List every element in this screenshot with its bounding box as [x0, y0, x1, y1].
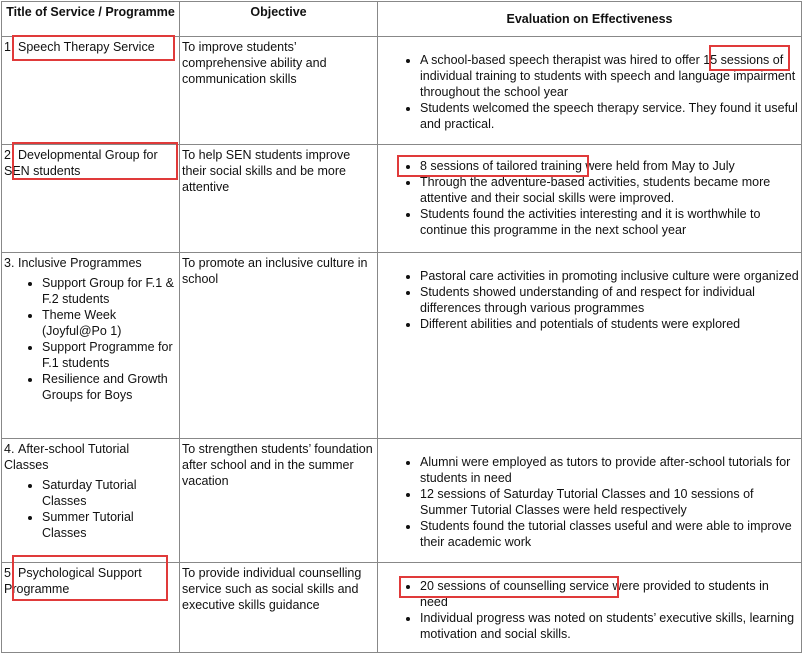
highlight-box-speech-therapy [12, 35, 175, 61]
list-item: • Support Group for F.1 & F.2 students [42, 275, 177, 307]
list-item: • Resilience and Growth Groups for Boys [42, 371, 177, 403]
table-row [2, 439, 802, 563]
programme-title: Speech Therapy Service [18, 40, 155, 54]
list-item: • Different abilities and potentials of students were explored [420, 316, 799, 332]
objective-cell: To provide individual counselling service such as social skills and executive skills guidance [180, 563, 378, 653]
list-item: • Theme Week (Joyful@Po 1) [42, 307, 177, 339]
row-number: 4. [4, 442, 15, 456]
highlight-box-psychological-support [12, 555, 168, 601]
list-item: • Alumni were employed as tutors to provide after-school tutorials for students in need [420, 454, 799, 486]
highlight-box-15-sessions [709, 45, 790, 71]
list-item: • Summer Tutorial Classes [42, 509, 177, 541]
header-objective: Objective [180, 2, 378, 37]
row-number: 2. [4, 148, 15, 162]
objective-cell: To improve students’ comprehensive ability and communication skills [180, 37, 378, 145]
programme-title: Inclusive Programmes [18, 256, 142, 270]
list-item: • A school-based speech therapist was hired to offer 15 sessions of individual training to students with speech and language impairment throughout the school year [420, 52, 799, 100]
list-item: • Pastoral care activities in promoting inclusive culture were organized [420, 268, 799, 284]
header-title: Title of Service / Programme [2, 2, 180, 37]
list-item: • 12 sessions of Saturday Tutorial Classes and 10 sessions of Summer Tutorial Classes were held respectively [420, 486, 799, 518]
title-cell [2, 253, 180, 439]
evaluation-cell [378, 439, 802, 563]
list-item: • Students showed understanding of and respect for individual differences through various programmes [420, 284, 799, 316]
list-item: • Support Programme for F.1 students [42, 339, 177, 371]
header-evaluation: Evaluation on Effectiveness [378, 2, 802, 37]
highlight-box-20-sessions [399, 576, 619, 598]
list-item: • Through the adventure-based activities, students became more attentive and their social skills were improved. [420, 174, 799, 206]
evaluation-list [380, 454, 799, 550]
list-item: • Saturday Tutorial Classes [42, 477, 177, 509]
row-number: 5. [4, 566, 15, 580]
list-item: • Students welcomed the speech therapy service. They found it useful and practical. [420, 100, 799, 132]
evaluation-cell [378, 253, 802, 439]
list-item: • 20 sessions of counselling service were provided to students in need [420, 578, 799, 610]
evaluation-list [380, 268, 799, 332]
row-number: 3. [4, 256, 15, 270]
highlight-box-developmental-group [12, 142, 178, 180]
objective-cell: To help SEN students improve their social skills and be more attentive [180, 145, 378, 253]
list-item: • Students found the activities interesting and it is worthwhile to continue this programme in the next school year [420, 206, 799, 238]
title-cell [2, 439, 180, 563]
sub-programme-list [4, 477, 177, 541]
programme-title: Psychological Support Programme [4, 566, 142, 596]
table-row [2, 253, 802, 439]
sub-programme-list [4, 275, 177, 403]
header-row [2, 2, 802, 37]
list-item: • Students found the tutorial classes useful and were able to improve their academic work [420, 518, 799, 550]
objective-cell: To strengthen students’ foundation after school and in the summer vacation [180, 439, 378, 563]
objective-cell: To promote an inclusive culture in school [180, 253, 378, 439]
highlight-box-8-sessions [397, 155, 589, 177]
list-item: • Individual progress was noted on students’ executive skills, learning motivation and social skills. [420, 610, 799, 642]
programme-title: Developmental Group for SEN students [4, 148, 158, 178]
list-item: • 8 sessions of tailored training were held from May to July [420, 158, 799, 174]
row-number: 1. [4, 40, 15, 54]
programme-title: After-school Tutorial Classes [4, 442, 130, 472]
